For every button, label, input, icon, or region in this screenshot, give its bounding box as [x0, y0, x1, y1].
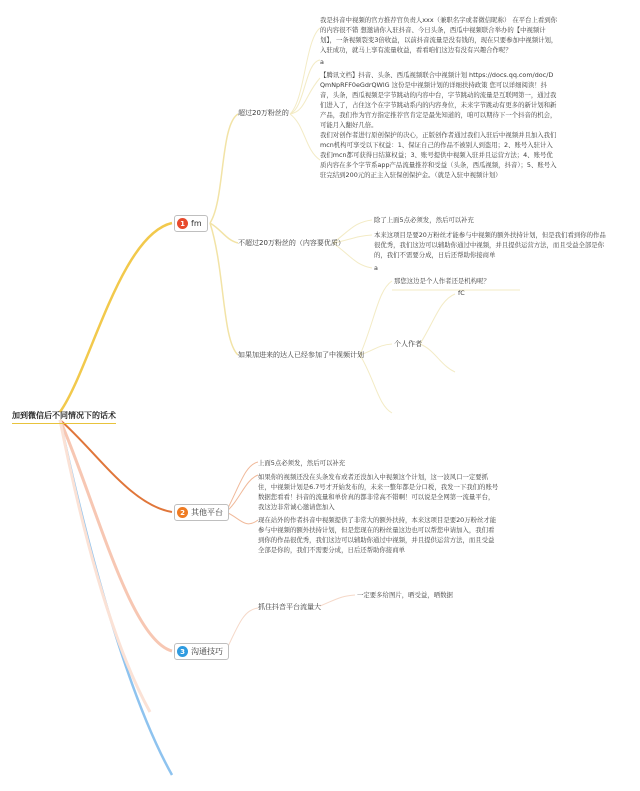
b2-note-2: 如果你的视频还没在头条发布或者还没加入中视频这个计划，这一波风口一定要抓住，中视频计划是6.7号才开始发布的，未来一整年都是分口税，我发一下我们的账号数据您看看！抖音的流量和单价真的都非常高不错啊！可以说是全网第一流量平台，我这边非常诚心邀请您加入	[258, 473, 499, 511]
b1-c3-sub-label[interactable]: 个人作者	[394, 340, 422, 348]
branch-1-label: fm	[191, 219, 202, 228]
branch-2-number-badge: 2	[177, 507, 188, 518]
b1-c3-sub-note: fC	[458, 289, 465, 297]
connector-b3-c1	[226, 608, 258, 651]
connector-b2-notes	[226, 462, 258, 524]
b1-child-3-label[interactable]: 如果加进来的达人已经参加了中视频计划	[238, 351, 364, 359]
b2-note-1: 上面5点必须发，然后可以补充	[258, 459, 346, 467]
b2-note-3: 现在站外的作者抖音中视频提供了非常大的额外扶持，本来这项目是要20万粉丝才能参与中视频的额外扶持计划，但是您现在的粉丝量这边也可以帮您申请加入，我们看到你的作品很优秀，我们这边可以辅助你通过中视频，并且提供运营方法，而且受益全部是你的，我们不需要分成，日后还帮助你接商单	[258, 516, 497, 554]
branch-2-label: 其他平台	[191, 508, 223, 517]
branch-3-number-badge: 3	[177, 646, 188, 657]
b1-c1-note-3: 【腾讯文档】抖音、头条、西瓜视频联合中视频计划 https://docs.qq.com/doc/DQmNpRFF0eGdrQWlG 这份是中视频计划的详细扶持政策 您可以详细阅读！抖音，头条，西瓜视频是字节跳动的内容中台，字节跳动的流量是互联网第一，通过我们进入了，占住这个在字节跳动系内的内容身位，未来字节跳动有更多的新计划和新产品，我们作为官方指定推荐官肯定是最先知道的，咱可以期待下一个抖音的机会，可能月入翻好几倍。	[320, 71, 557, 129]
b1-c2-note-2: 本来这项目是要20万粉丝才能参与中视频的额外扶持计划，但是我们看到你的作品很优秀，我们这边可以辅助你通过中视频，并且提供运营方法，而且受益全部是你的，我们不需要分成，日后还帮助你接商单	[374, 231, 606, 259]
b1-c2-note-1: 除了上面5点必须发，然后可以补充	[374, 216, 474, 224]
b1-c2-note-3: a	[374, 264, 378, 272]
connector-c3-notes	[360, 281, 392, 413]
b1-c1-note-4: 我们对创作者进行原创保护的决心，正版创作者通过我们入驻后中视频并且加入我们mcn机构可享受以下权益：1、保证自己的作品不被别人到盗用；2、账号入驻计入我们mcn都可获得日结算权益；3、账号提供中视频入驻并且运营方法；4、账号优质内容在多个字节系app产品流量推荐和受益（头条，西瓜视频，抖音）；5、账号入驻完结到200元的正主入驻保创保护金。（就是入驻中视频计划）	[320, 131, 557, 179]
connector-b1-c3	[210, 223, 238, 355]
branch-1-node[interactable]	[174, 215, 208, 232]
root-topic[interactable]: 加到微信后不同情况下的话术	[12, 410, 116, 424]
b3-c1-note-1: 一定要多给图片，晒受益，晒数据	[357, 591, 453, 599]
b1-c1-note-2: a	[320, 58, 324, 66]
connector-c3-sub	[420, 294, 455, 372]
b1-c3-note-1: 那您这边是个人作者还是机构呢？	[394, 277, 490, 285]
connector-b1-c1	[210, 114, 238, 223]
connector-root-extra-blue	[60, 420, 172, 775]
b3-child-1-label[interactable]: 抓住抖音平台流量大	[258, 603, 321, 611]
connector-root-branch3	[60, 420, 172, 651]
connector-b3-c1-note	[320, 595, 355, 606]
b1-c1-note-1: 我是抖音中视频的官方推荐官负责人xxx（兼职名字或者微信昵称） 在平台上看到你的内容很不错 想邀请你入驻抖音、今日头条，西瓜中视频联合举办的【中视频计划】，一条视频裂变3倍收益，以前抖音流量是没有钱的，现在只要参加中视频计划，入驻成功，就马上享有流量收益，看看咱们这边有没有兴趣合作呢？	[320, 16, 558, 54]
branch-1-number-badge: 1	[177, 218, 188, 229]
b1-child-2-label[interactable]: 不超过20万粉丝的（内容要优质）	[238, 239, 345, 247]
connector-root-extra-pink	[60, 420, 150, 712]
b1-child-1-label[interactable]: 超过20万粉丝的	[238, 109, 289, 117]
connector-root-branch1	[60, 223, 172, 412]
branch-2-node[interactable]	[174, 504, 229, 521]
connector-c1-notes	[290, 28, 320, 160]
branch-3-label: 沟通技巧	[191, 647, 223, 656]
branch-3-node[interactable]	[174, 643, 229, 660]
